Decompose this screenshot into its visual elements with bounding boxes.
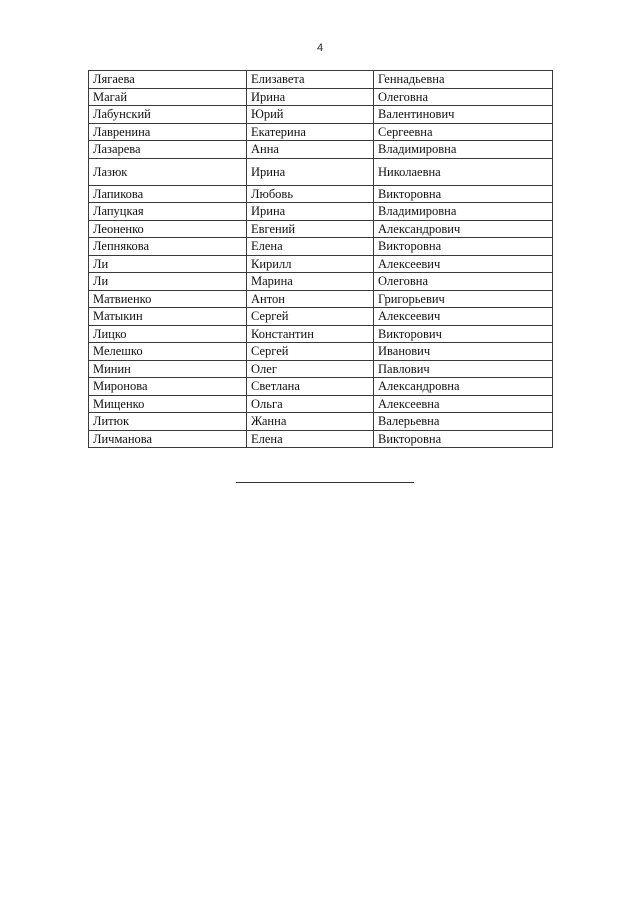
surname-cell: Магай [89, 88, 247, 106]
table-row [89, 106, 553, 124]
surname-cell: Ли [89, 255, 247, 273]
first-name-cell: Любовь [247, 185, 374, 203]
table-row [89, 343, 553, 361]
first-name-cell: Антон [247, 290, 374, 308]
table-row [89, 220, 553, 238]
first-name-cell: Ирина [247, 203, 374, 221]
surname-cell: Ли [89, 273, 247, 291]
surname-cell: Лазюк [89, 158, 247, 185]
first-name-cell: Жанна [247, 413, 374, 431]
surname-cell: Лепнякова [89, 238, 247, 256]
table-row [89, 360, 553, 378]
first-name-cell: Екатерина [247, 123, 374, 141]
surname-cell: Миронова [89, 378, 247, 396]
table-row [89, 238, 553, 256]
table-row [89, 123, 553, 141]
patronymic-cell: Алексеевич [374, 255, 553, 273]
first-name-cell: Марина [247, 273, 374, 291]
first-name-cell: Елена [247, 238, 374, 256]
patronymic-cell: Геннадьевна [374, 71, 553, 89]
patronymic-cell: Павлович [374, 360, 553, 378]
patronymic-cell: Валерьевна [374, 413, 553, 431]
patronymic-cell: Владимировна [374, 141, 553, 159]
surname-cell: Лапуцкая [89, 203, 247, 221]
first-name-cell: Ольга [247, 395, 374, 413]
first-name-cell: Светлана [247, 378, 374, 396]
first-name-cell: Кирилл [247, 255, 374, 273]
page-number: 4 [316, 42, 324, 54]
table-row [89, 88, 553, 106]
first-name-cell: Константин [247, 325, 374, 343]
patronymic-cell: Викторовна [374, 185, 553, 203]
surname-cell: Мищенко [89, 395, 247, 413]
patronymic-cell: Николаевна [374, 158, 553, 185]
surname-cell: Лавренина [89, 123, 247, 141]
surname-cell: Мелешко [89, 343, 247, 361]
patronymic-cell: Алексеевна [374, 395, 553, 413]
first-name-cell: Елизавета [247, 71, 374, 89]
first-name-cell: Сергей [247, 343, 374, 361]
surname-cell: Личманова [89, 430, 247, 448]
patronymic-cell: Александровна [374, 378, 553, 396]
surname-cell: Матыкин [89, 308, 247, 326]
names-table [88, 70, 553, 448]
patronymic-cell: Олеговна [374, 88, 553, 106]
first-name-cell: Сергей [247, 308, 374, 326]
table-row [89, 430, 553, 448]
table-row [89, 378, 553, 396]
patronymic-cell: Владимировна [374, 203, 553, 221]
first-name-cell: Анна [247, 141, 374, 159]
first-name-cell: Юрий [247, 106, 374, 124]
table-row [89, 185, 553, 203]
first-name-cell: Евгений [247, 220, 374, 238]
patronymic-cell: Олеговна [374, 273, 553, 291]
first-name-cell: Олег [247, 360, 374, 378]
patronymic-cell: Александрович [374, 220, 553, 238]
patronymic-cell: Викторовна [374, 238, 553, 256]
patronymic-cell: Алексеевич [374, 308, 553, 326]
table-row [89, 273, 553, 291]
table-row [89, 255, 553, 273]
surname-cell: Лазарева [89, 141, 247, 159]
surname-cell: Лапикова [89, 185, 247, 203]
surname-cell: Лицко [89, 325, 247, 343]
first-name-cell: Елена [247, 430, 374, 448]
patronymic-cell: Сергеевна [374, 123, 553, 141]
patronymic-cell: Викторовна [374, 430, 553, 448]
table-row [89, 290, 553, 308]
table-row [89, 308, 553, 326]
surname-cell: Лягаева [89, 71, 247, 89]
table-row [89, 395, 553, 413]
table-row [89, 413, 553, 431]
patronymic-cell: Иванович [374, 343, 553, 361]
first-name-cell: Ирина [247, 158, 374, 185]
table-row [89, 71, 553, 89]
surname-cell: Минин [89, 360, 247, 378]
table-row [89, 158, 553, 185]
patronymic-cell: Валентинович [374, 106, 553, 124]
patronymic-cell: Григорьевич [374, 290, 553, 308]
table-row [89, 141, 553, 159]
surname-cell: Леоненко [89, 220, 247, 238]
surname-cell: Лабунский [89, 106, 247, 124]
end-of-list-divider [236, 482, 414, 483]
patronymic-cell: Викторович [374, 325, 553, 343]
surname-cell: Литюк [89, 413, 247, 431]
surname-cell: Матвиенко [89, 290, 247, 308]
table-row [89, 203, 553, 221]
first-name-cell: Ирина [247, 88, 374, 106]
table-row [89, 325, 553, 343]
